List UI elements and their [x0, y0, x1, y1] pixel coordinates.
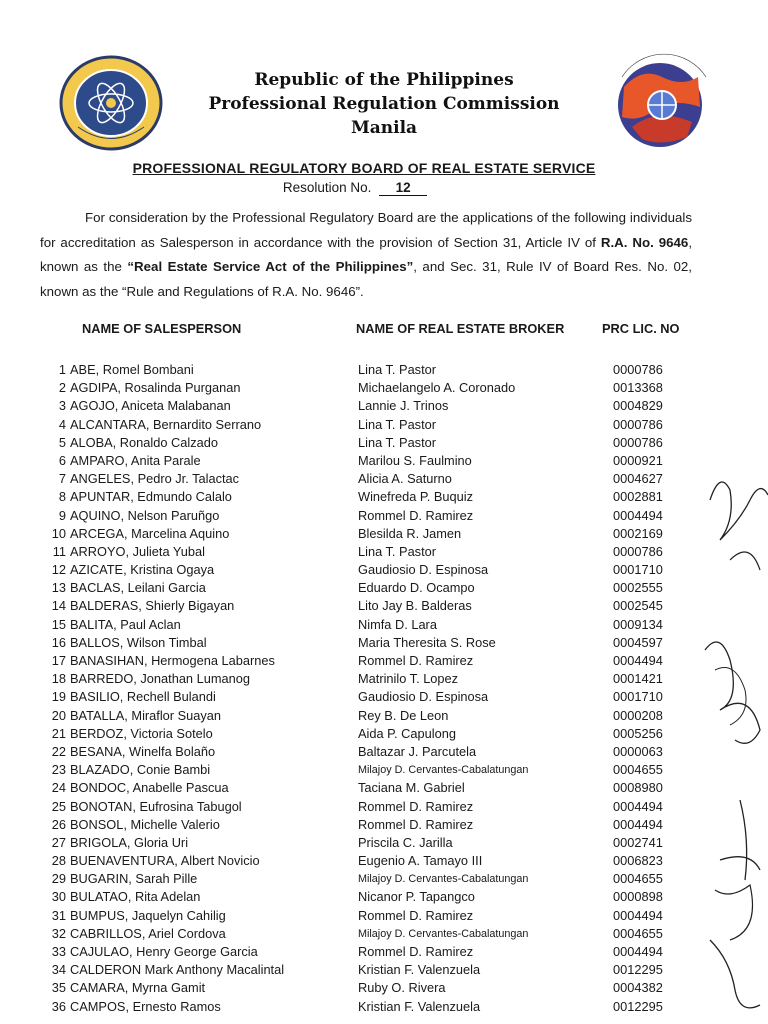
broker-name: Taciana M. Gabriel [358, 780, 465, 796]
table-row [0, 397, 768, 415]
row-number: 19 [51, 689, 66, 705]
table-row [0, 925, 768, 943]
row-number: 32 [51, 925, 66, 941]
license-number: 0004655 [613, 762, 663, 778]
table-row [0, 561, 768, 579]
table-row [0, 852, 768, 870]
license-number: 0004627 [613, 471, 663, 487]
row-number: 30 [51, 889, 66, 905]
broker-name: Nicanor P. Tapangco [358, 889, 475, 905]
row-number: 7 [58, 471, 66, 487]
row-number: 25 [51, 798, 66, 814]
salesperson-name: CAJULAO, Henry George Garcia [70, 944, 258, 959]
letterhead-line-1: Republic of the Philippines [254, 70, 514, 90]
row-number: 33 [51, 944, 66, 959]
salesperson-name: BALDERAS, Shierly Bigayan [70, 598, 235, 614]
intro-ra-number: R.A. No. 9646 [600, 234, 689, 250]
row-number: 20 [51, 707, 66, 723]
license-number: 0004655 [613, 871, 663, 887]
license-number: 0004494 [613, 944, 663, 959]
table-row [0, 761, 768, 779]
intro-text-3: , and Sec. 31, Rule IV of Board Res. No. 02, known as the “Rule and Regulations of R.A. No. 9646”. [40, 259, 692, 299]
table-row [0, 507, 768, 525]
column-header-salesperson: NAME OF SALESPERSON [82, 321, 242, 336]
salesperson-name: BANASIHAN, Hermogena Labarnes [70, 653, 275, 668]
license-number: 0000786 [613, 543, 663, 559]
broker-name: Marilou S. Faulmino [358, 452, 472, 468]
row-number: 1 [58, 362, 66, 377]
salesperson-name: BUGARIN, Sarah Pille [70, 871, 198, 887]
license-number: 0004829 [613, 398, 663, 414]
salesperson-table [0, 361, 768, 1016]
table-row [0, 361, 768, 379]
license-number: 0002881 [613, 489, 663, 505]
broker-name: Milajoy D. Cervantes-Cabalatungan [358, 927, 529, 940]
salesperson-name: BASILIO, Rechell Bulandi [70, 689, 216, 705]
broker-name: Blesilda R. Jamen [358, 525, 462, 541]
broker-name: Milajoy D. Cervantes-Cabalatungan [358, 873, 529, 886]
license-number: 0008980 [613, 780, 663, 796]
license-number: 0000208 [613, 707, 663, 723]
row-number: 9 [58, 507, 66, 523]
table-row [0, 416, 768, 434]
handwritten-signatures [690, 460, 768, 1024]
license-number: 0004494 [613, 816, 663, 832]
license-number: 0012295 [613, 998, 663, 1014]
salesperson-name: BARREDO, Jonathan Lumanog [70, 671, 250, 687]
table-row [0, 816, 768, 834]
broker-name: Lito Jay B. Balderas [358, 598, 472, 614]
license-number: 0000921 [613, 452, 663, 468]
broker-name: Eduardo D. Ocampo [358, 580, 475, 596]
license-number: 0006823 [613, 853, 663, 869]
table-row [0, 979, 768, 997]
row-number: 18 [51, 671, 66, 687]
table-row [0, 652, 768, 670]
column-header-broker: NAME OF REAL ESTATE BROKER [356, 321, 565, 336]
table-row [0, 488, 768, 506]
license-number: 0002555 [613, 580, 663, 596]
row-number: 3 [58, 398, 66, 414]
resolution-label: Resolution No. [282, 180, 372, 195]
license-number: 0000898 [613, 889, 663, 905]
broker-name: Rommel D. Ramirez [358, 507, 474, 523]
table-row [0, 379, 768, 397]
table-row [0, 725, 768, 743]
license-number: 0012295 [613, 962, 663, 978]
broker-name: Rommel D. Ramirez [358, 944, 474, 959]
license-number: 0000786 [613, 362, 663, 377]
salesperson-name: BONOTAN, Eufrosina Tabugol [70, 798, 242, 814]
broker-name: Lina T. Pastor [358, 543, 437, 559]
salesperson-name: ARROYO, Julieta Yubal [70, 543, 205, 559]
intro-text-1: For consideration by the Professional Regulatory Board are the applications of the following individuals for accreditation as Salesperson in accordance with the provision of Section 31, Article IV of [40, 210, 692, 250]
broker-name: Rommel D. Ramirez [358, 816, 474, 832]
row-number: 4 [58, 416, 66, 432]
table-row [0, 470, 768, 488]
license-number: 0004382 [613, 980, 663, 996]
row-number: 5 [58, 434, 66, 450]
table-row [0, 707, 768, 725]
table-row [0, 834, 768, 852]
column-header-license: PRC LIC. NO [602, 321, 680, 336]
table-row [0, 998, 768, 1016]
salesperson-name: AGOJO, Aniceta Malabanan [70, 398, 231, 414]
license-number: 0001421 [613, 671, 663, 687]
table-row [0, 452, 768, 470]
row-number: 35 [51, 980, 66, 996]
license-number: 0004494 [613, 507, 663, 523]
table-row [0, 907, 768, 925]
broker-name: Aida P. Capulong [358, 725, 456, 741]
broker-name: Milajoy D. Cervantes-Cabalatungan [358, 764, 529, 777]
salesperson-name: BALLOS, Wilson Timbal [70, 634, 207, 650]
broker-name: Kristian F. Valenzuela [358, 962, 481, 978]
row-number: 24 [51, 780, 66, 796]
table-row [0, 597, 768, 615]
broker-name: Eugenio A. Tamayo III [358, 853, 483, 869]
broker-name: Lina T. Pastor [358, 362, 437, 377]
intro-paragraph [40, 206, 692, 304]
table-row [0, 434, 768, 452]
row-number: 14 [51, 598, 66, 614]
salesperson-name: AGDIPA, Rosalinda Purganan [70, 380, 241, 396]
broker-name: Kristian F. Valenzuela [358, 998, 481, 1014]
salesperson-name: BERDOZ, Victoria Sotelo [70, 725, 213, 741]
license-number: 0001710 [613, 689, 663, 705]
license-number: 0004494 [613, 798, 663, 814]
license-number: 0004494 [613, 907, 663, 923]
salesperson-name: ABE, Romel Bombani [70, 362, 194, 377]
table-row [0, 616, 768, 634]
salesperson-name: BULATAO, Rita Adelan [70, 889, 201, 905]
table-row [0, 870, 768, 888]
license-number: 0004494 [613, 653, 663, 668]
broker-name: Lannie J. Trinos [358, 398, 449, 414]
row-number: 34 [51, 962, 66, 978]
table-row [0, 779, 768, 797]
row-number: 2 [58, 380, 66, 396]
broker-name: Lina T. Pastor [358, 434, 437, 450]
license-number: 0004597 [613, 634, 663, 650]
salesperson-name: ALOBA, Ronaldo Calzado [70, 434, 218, 450]
license-number: 0013368 [613, 380, 663, 396]
salesperson-name: BONSOL, Michelle Valerio [70, 816, 220, 832]
salesperson-name: APUNTAR, Edmundo Calalo [70, 489, 232, 505]
table-row [0, 743, 768, 761]
license-number: 0001710 [613, 562, 663, 578]
labanan-ang-kahirapan-logo [602, 47, 724, 157]
table-row [0, 634, 768, 652]
row-number: 8 [58, 489, 66, 505]
row-number: 15 [51, 616, 66, 632]
row-number: 13 [51, 580, 66, 596]
salesperson-name: CAMARA, Myrna Gamit [70, 980, 206, 996]
salesperson-name: BRIGOLA, Gloria Uri [70, 834, 189, 850]
salesperson-name: BLAZADO, Conie Bambi [70, 762, 211, 778]
row-number: 29 [51, 871, 66, 887]
broker-name: Nimfa D. Lara [358, 616, 437, 632]
row-number: 17 [51, 653, 66, 668]
broker-name: Ruby O. Rivera [358, 980, 446, 996]
board-title: PROFESSIONAL REGULATORY BOARD OF REAL ESTATE SERVICE [132, 160, 596, 176]
salesperson-name: CABRILLOS, Ariel Cordova [70, 925, 226, 941]
broker-name: Gaudiosio D. Espinosa [358, 562, 489, 578]
salesperson-name: AQUINO, Nelson Paruñgo [70, 507, 220, 523]
salesperson-name: BUMPUS, Jaquelyn Cahilig [70, 907, 226, 923]
row-number: 21 [51, 725, 66, 741]
salesperson-name: CALDERON Mark Anthony Macalintal [70, 962, 285, 978]
salesperson-name: BALITA, Paul Aclan [70, 616, 181, 632]
table-row [0, 670, 768, 688]
row-number: 12 [51, 562, 66, 578]
row-number: 16 [51, 634, 66, 650]
license-number: 0000063 [613, 743, 663, 759]
license-number: 0000786 [613, 434, 663, 450]
salesperson-name: BACLAS, Leilani Garcia [70, 580, 206, 596]
table-row [0, 961, 768, 979]
license-number: 0004655 [613, 925, 663, 941]
broker-name: Gaudiosio D. Espinosa [358, 689, 489, 705]
broker-name: Matrinilo T. Lopez [358, 671, 459, 687]
row-number: 22 [51, 743, 66, 759]
row-number: 6 [58, 452, 66, 468]
table-row [0, 688, 768, 706]
row-number: 26 [51, 816, 66, 832]
broker-name: Alicia A. Saturno [358, 471, 452, 487]
broker-name: Lina T. Pastor [358, 416, 437, 432]
broker-name: Winefreda P. Buquiz [358, 489, 474, 505]
salesperson-name: ALCANTARA, Bernardito Serrano [70, 416, 262, 432]
letterhead-line-3: Manila [350, 118, 418, 138]
salesperson-name: BUENAVENTURA, Albert Novicio [70, 853, 260, 869]
broker-name: Baltazar J. Parcutela [358, 743, 477, 759]
row-number: 11 [52, 543, 66, 559]
license-number: 0002169 [613, 525, 663, 541]
salesperson-name: BONDOC, Anabelle Pascua [70, 780, 229, 796]
broker-name: Priscila C. Jarilla [358, 834, 453, 850]
salesperson-name: AZICATE, Kristina Ogaya [70, 562, 215, 578]
resolution-number: 12 [379, 180, 427, 196]
row-number: 27 [51, 834, 66, 850]
table-row [0, 798, 768, 816]
broker-name: Michaelangelo A. Coronado [358, 380, 516, 396]
row-number: 10 [51, 525, 66, 541]
table-row [0, 543, 768, 561]
license-number: 0002545 [613, 598, 663, 614]
salesperson-name: ANGELES, Pedro Jr. Talactac [70, 471, 240, 487]
resolution-line [0, 180, 710, 196]
row-number: 23 [51, 762, 66, 778]
license-number: 0009134 [613, 616, 663, 632]
license-number: 0002741 [613, 834, 663, 850]
table-row [0, 888, 768, 906]
license-number: 0005256 [613, 725, 663, 741]
row-number: 36 [51, 998, 66, 1014]
prc-seal-logo [58, 55, 164, 151]
row-number: 31 [51, 907, 66, 923]
salesperson-name: ARCEGA, Marcelina Aquino [70, 525, 230, 541]
table-row [0, 579, 768, 597]
license-number: 0000786 [613, 416, 663, 432]
broker-name: Rommel D. Ramirez [358, 798, 474, 814]
letterhead [200, 68, 568, 140]
salesperson-name: BATALLA, Miraflor Suayan [70, 707, 222, 723]
salesperson-name: CAMPOS, Ernesto Ramos [70, 998, 221, 1014]
row-number: 28 [51, 853, 66, 869]
broker-name: Rommel D. Ramirez [358, 907, 474, 923]
table-row [0, 525, 768, 543]
table-row [0, 943, 768, 961]
intro-act-name: “Real Estate Service Act of the Philippines” [127, 259, 414, 274]
salesperson-name: AMPARO, Anita Parale [70, 452, 201, 468]
letterhead-line-2: Professional Regulation Commission [208, 94, 560, 114]
salesperson-name: BESANA, Winelfa Bolaño [70, 743, 216, 759]
broker-name: Rommel D. Ramirez [358, 653, 474, 668]
broker-name: Rey B. De Leon [358, 707, 449, 723]
broker-name: Maria Theresita S. Rose [358, 634, 496, 650]
intro-text-2: , known as the [40, 234, 693, 274]
